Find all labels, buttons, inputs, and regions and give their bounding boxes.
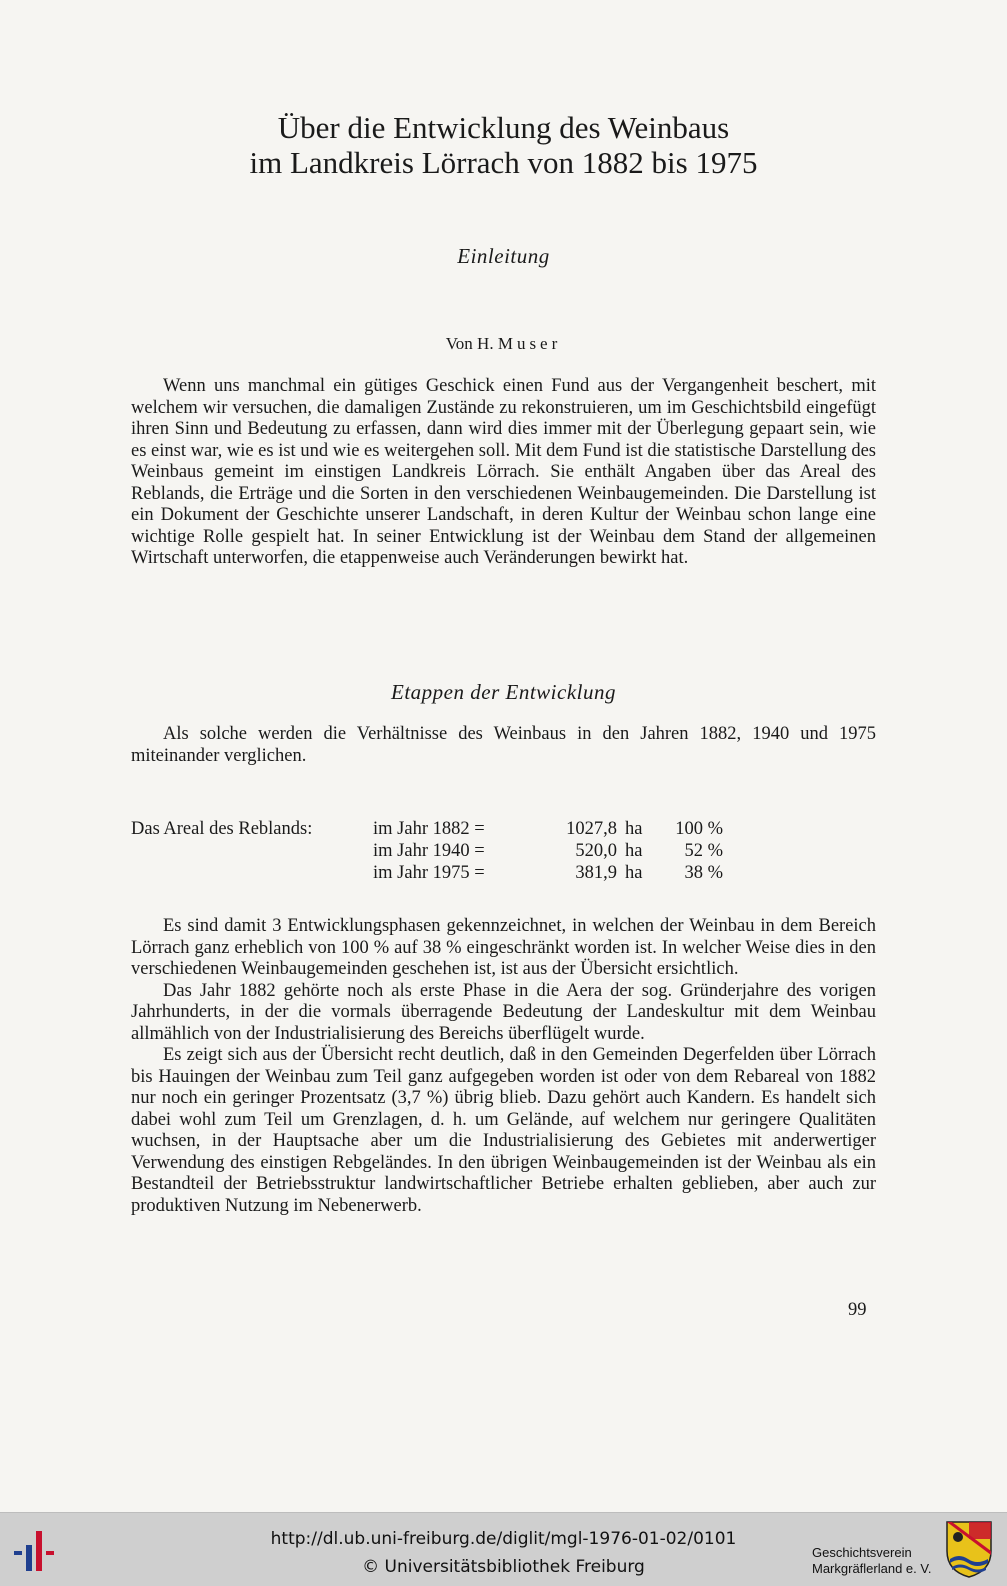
areal-unit: ha	[625, 819, 643, 839]
areal-area: 520,0	[575, 841, 617, 861]
areal-row	[373, 818, 723, 840]
areal-percent: 100 %	[675, 819, 723, 839]
author-prefix: Von H.	[445, 334, 494, 353]
coat-of-arms-icon	[944, 1519, 994, 1579]
society-line-1: Geschichtsverein	[812, 1545, 912, 1560]
stages-paragraph-block	[131, 724, 876, 767]
intro-paragraph: Wenn uns manchmal ein gütiges Geschick einen Fund aus der Vergangenheit beschert, mit welchem wir versuchen, die damaligen Zustände zu rekonstruieren, um im Geschichtsbild eingefügt ihren Sinn und Bedeutung zu erfassen, dann wird dies immer mit der Überlegung gepaart sein, wie es einst war, wie es ist und wie es weitergehen soll. Mit dem Fund ist die statistische Darstellung des Weinbaus gemeint im einstigen Landkreis Lörrach. Sie enthält Angaben über das Areal des Reblands, die Erträge und die Sorten in den verschiedenen Weinbaugemeinden. Die Darstellung ist ein Dokument der Geschichte unserer Landschaft, in deren Kultur der Weinbau schon lange eine wichtige Rolle gespielt hat. In seiner Entwicklung ist der Weinbau dem Stand der allgemeinen Wirtschaft unterworfen, die etappenweise auch Veränderungen bewirkt hat.	[131, 376, 876, 568]
areal-row	[373, 862, 723, 884]
body-paragraph: Das Jahr 1882 gehörte noch als erste Phase in die Aera der sog. Gründerjahre des vorigen Jahrhunderts, in der die vormals überragende Bedeutung der Landeskultur mit dem Weinbau allmählich von der Industrialisierung des Bereichs überflügelt wurde.	[131, 980, 876, 1044]
society-name	[812, 1545, 931, 1577]
areal-area: 381,9	[575, 863, 617, 883]
stages-paragraph: Als solche werden die Verhältnisse des Weinbaus in den Jahren 1882, 1940 und 1975 miteinander verglichen.	[131, 724, 876, 766]
body-paragraph: Es zeigt sich aus der Übersicht recht deutlich, daß in den Gemeinden Degerfelden über Lörrach bis Hauingen der Weinbau zum Teil ganz aufgegeben worden ist oder von dem Rebareal von 1882 nur noch ein geringer Prozentsatz (3,7 %) übrig blieb. Dazu gehört auch Kandern. Es handelt sich dabei wohl zum Teil um Grenzlagen, d. h. um Gelände, auf welchem nur geringere Qualitäten wuchsen, in der Hauptsache aber um die Industrialisierung des Gebietes mit anderwertiger Verwendung des einstigen Rebgeländes. In den übrigen Weinbaugemeinden ist der Weinbau als ein Bestandteil der Betriebsstruktur landwirtschaftlicher Betriebe erhalten geblieben, aber auch zur produktiven Nutzung im Nebenerwerb.	[131, 1045, 876, 1216]
footer-bar	[0, 1512, 1007, 1586]
areal-percent: 38 %	[684, 863, 723, 883]
section-heading-stages: Etappen der Entwicklung	[391, 680, 616, 704]
areal-unit: ha	[625, 841, 643, 861]
areal-year: im Jahr 1940 =	[373, 841, 485, 861]
copyright-text: © Universitätsbibliothek Freiburg	[362, 1557, 645, 1577]
areal-row	[373, 840, 723, 862]
society-line-2: Markgräflerland e. V.	[812, 1561, 932, 1576]
title-line-2: im Landkreis Lörrach von 1882 bis 1975	[249, 145, 758, 180]
intro-paragraph-block	[131, 376, 876, 570]
page-number: 99	[848, 1300, 867, 1320]
body-paragraphs	[131, 916, 876, 1217]
areal-percent: 52 %	[684, 841, 723, 861]
body-paragraph: Es sind damit 3 Entwicklungsphasen gekennzeichnet, in welchen der Weinbau in dem Bereich Lörrach ganz erheblich von 100 % auf 38 % eingeschränkt worden ist. In welcher Weise dies in den verschiedenen Weinbaugemeinden geschehen ist, ist aus der Übersicht ersichtlich.	[131, 916, 876, 979]
section-heading-introduction: Einleitung	[457, 244, 550, 268]
article-title	[0, 110, 1007, 180]
author-line	[0, 334, 1007, 354]
areal-label: Das Areal des Reblands:	[131, 819, 313, 839]
source-url-link[interactable]: http://dl.ub.uni-freiburg.de/diglit/mgl-1976-01-02/0101	[270, 1529, 737, 1549]
areal-unit: ha	[625, 863, 643, 883]
areal-year: im Jahr 1975 =	[373, 863, 485, 883]
areal-area: 1027,8	[566, 819, 617, 839]
areal-year: im Jahr 1882 =	[373, 819, 485, 839]
title-line-1: Über die Entwicklung des Weinbaus	[277, 110, 730, 145]
author-name: Muser	[497, 334, 562, 353]
